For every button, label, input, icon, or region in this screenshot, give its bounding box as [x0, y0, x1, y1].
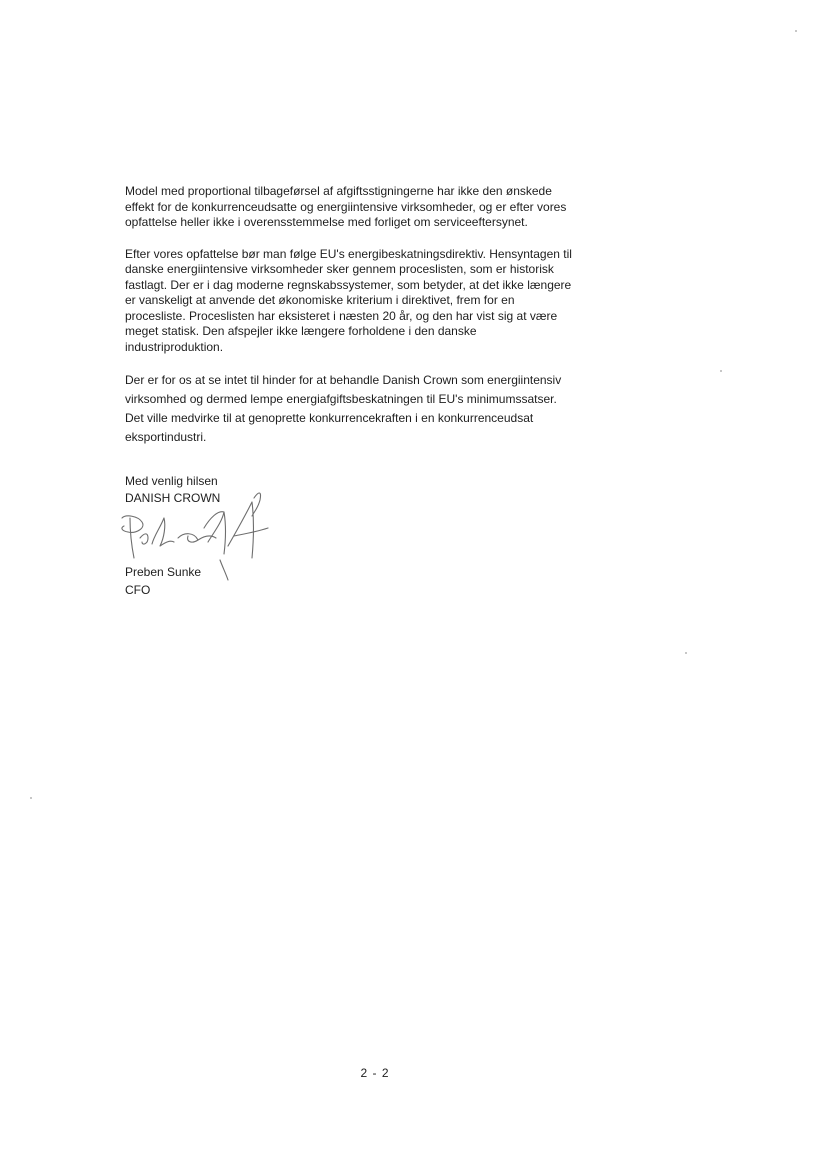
body-line: fastlagt. Der er i dag moderne regnskabssystemer, som betyder, at det ikke længere: [125, 277, 572, 292]
body-line: effekt for de konkurrenceudsatte og energiintensive virksomheder, og er efter vores: [125, 199, 567, 214]
signatory-name: Preben Sunke: [125, 565, 202, 579]
paragraph-2: [125, 247, 645, 356]
signatory-title: CFO: [125, 583, 151, 597]
body-line: Model med proportional tilbageførsel af afgiftsstigningerne har ikke den ønskede: [125, 184, 552, 198]
body-line: opfattelse heller ikke i overensstemmelse med forliget om serviceeftersynet.: [125, 215, 528, 229]
body-line: danske energiintensive virksomheder sker gennem proceslisten, som er historisk: [125, 262, 554, 276]
body-line: er vanskeligt at anvende det økonomiske kriterium i direktivet, frem for en: [125, 293, 515, 307]
body-line: Der er for os at se intet til hinder for at behandle Danish Crown som energiintensiv: [125, 373, 562, 387]
page-number: 2 - 2: [360, 1066, 390, 1080]
body-line: Det ville medvirke til at genoprette konkurrencekraften i en konkurrenceudsat: [125, 411, 534, 425]
scan-speck: [795, 30, 797, 32]
body-line: industriproduktion.: [125, 339, 224, 354]
signatory-block: [125, 563, 201, 599]
paragraph-1: [125, 184, 645, 231]
scan-speck: [720, 370, 722, 372]
paragraph-3: [125, 371, 645, 447]
scan-speck: [685, 652, 687, 654]
closing-greeting: Med venlig hilsen: [125, 474, 218, 488]
body-line: procesliste. Proceslisten har eksisteret i næsten 20 år, og den har vist sig at være: [125, 308, 558, 323]
letter-body: [125, 184, 645, 463]
scan-speck: [30, 797, 32, 799]
company-name: DANISH CROWN: [125, 491, 221, 505]
body-line: virksomhed og dermed lempe energiafgiftsbeskatningen til EU's minimumssatser.: [125, 392, 557, 406]
body-line: eksportindustri.: [125, 430, 207, 444]
body-line: Efter vores opfattelse bør man følge EU's energibeskatningsdirektiv. Hensyntagen til: [125, 246, 572, 261]
body-line: meget statisk. Den afspejler ikke længere forholdene i den danske: [125, 324, 477, 338]
